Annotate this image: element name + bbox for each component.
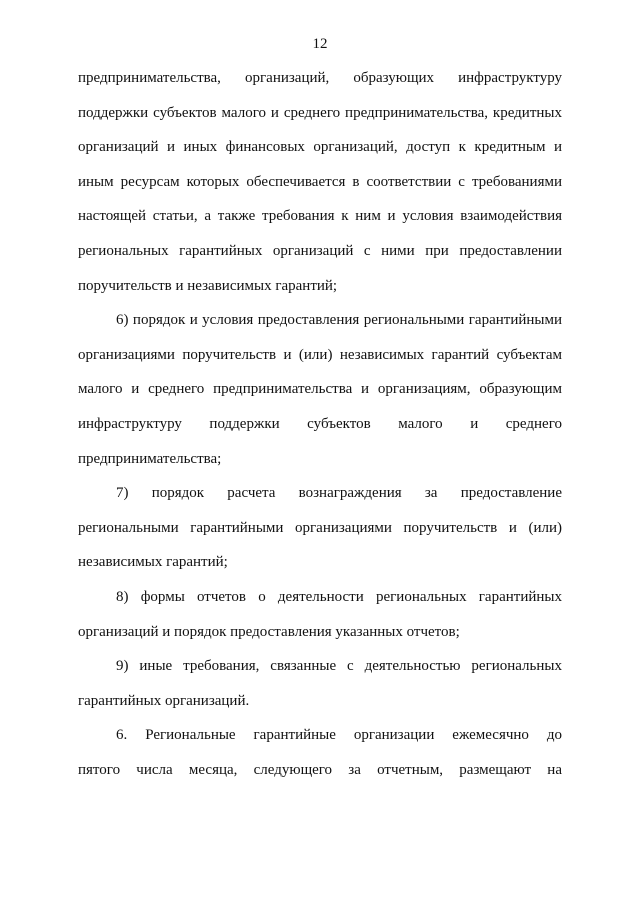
paragraph-item-9 (78, 656, 562, 725)
page-number: 12 (312, 36, 328, 52)
paragraph-item-8 (78, 587, 562, 656)
text-line: пятого числа месяца, следующего за отчетным, размещают на (78, 761, 562, 778)
text-line: поручительств и независимых гарантий; (78, 277, 338, 294)
paragraph-section-6 (78, 725, 562, 794)
text-line: организациями поручительств и (или) независимых гарантий субъектам (78, 346, 562, 363)
text-line: 8) формы отчетов о деятельности региональных гарантийных (116, 588, 562, 605)
text-line: организаций и порядок предоставления указанных отчетов; (78, 623, 460, 640)
text-line: поддержки субъектов малого и среднего предпринимательства, кредитных (78, 104, 562, 121)
paragraph-item-6 (78, 310, 562, 483)
text-line: иным ресурсам которых обеспечивается в соответствии с требованиями (78, 173, 562, 190)
text-line: 9) иные требования, связанные с деятельностью региональных (116, 658, 562, 675)
paragraph-item-7 (78, 483, 562, 587)
text-line: малого и среднего предпринимательства и организациям, образующим (78, 381, 562, 398)
text-line: 6) порядок и условия предоставления региональными гарантийными (116, 312, 562, 329)
text-line: предпринимательства; (78, 450, 222, 467)
text-line: гарантийных организаций. (78, 692, 250, 709)
text-line: организаций и иных финансовых организаций, доступ к кредитным и (78, 139, 562, 156)
text-line: настоящей статьи, а также требования к ним и условия взаимодействия (78, 208, 562, 225)
text-line: инфраструктуру поддержки субъектов малого и среднего (78, 415, 562, 432)
document-body (78, 68, 562, 794)
text-line: региональными гарантийными организациями поручительств и (или) (78, 519, 562, 536)
text-line: независимых гарантий; (78, 554, 228, 571)
text-line: предпринимательства, организаций, образующих инфраструктуру (78, 70, 562, 86)
text-line: 7) порядок расчета вознаграждения за предоставление (116, 485, 562, 502)
paragraph-continuation (78, 68, 562, 310)
text-line: региональных гарантийных организаций с ними при предоставлении (78, 242, 562, 259)
text-line: 6. Региональные гарантийные организации ежемесячно до (116, 727, 562, 744)
